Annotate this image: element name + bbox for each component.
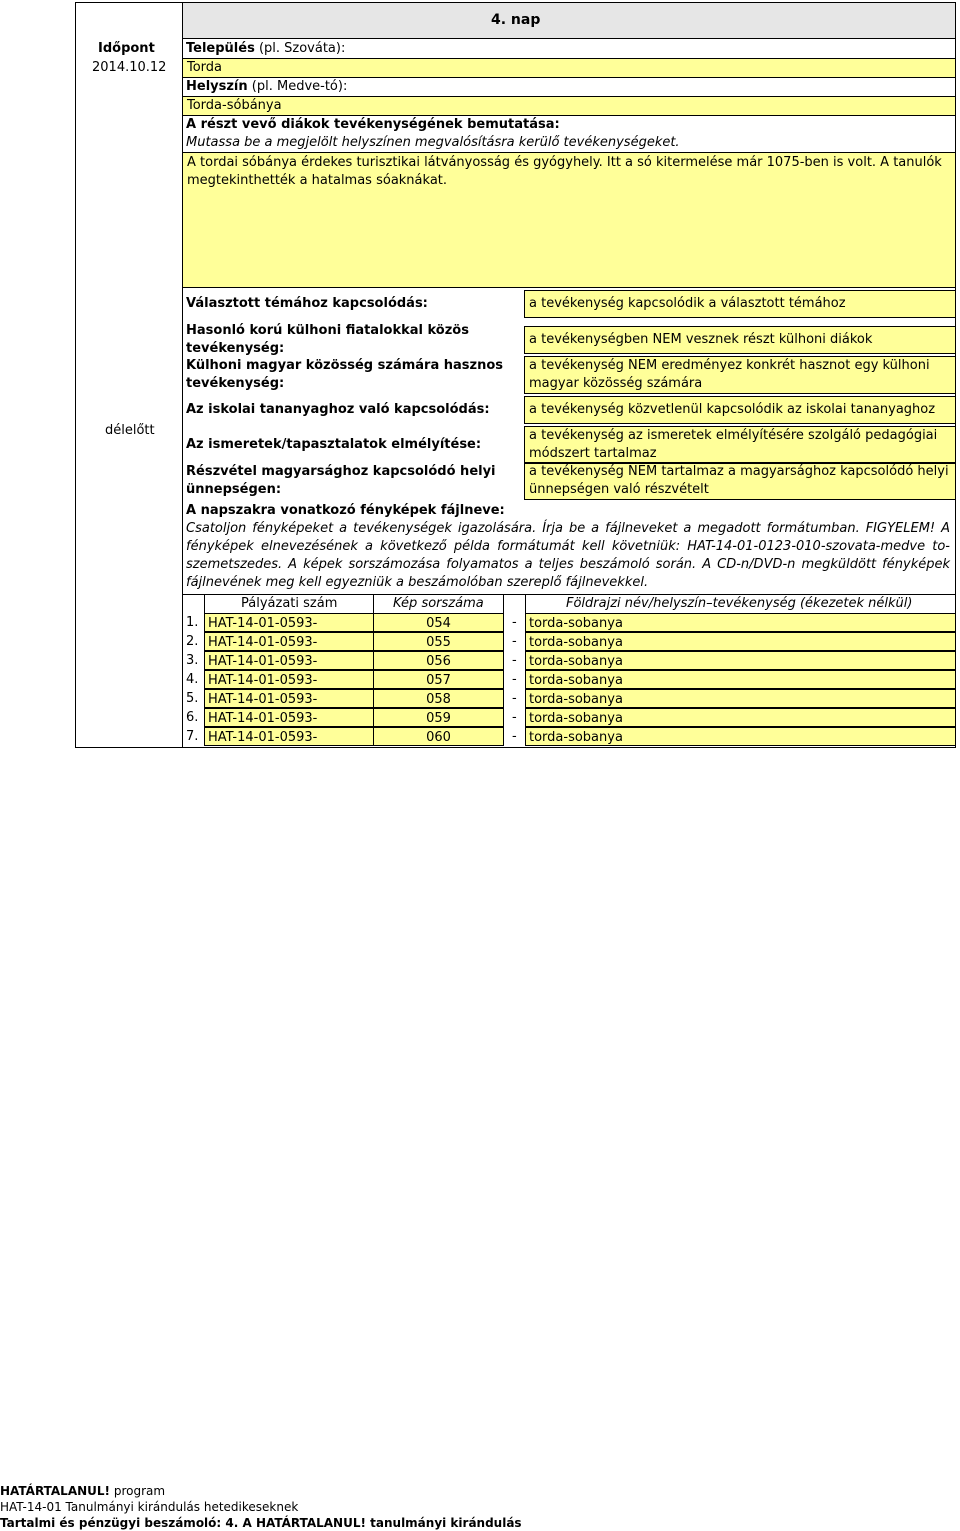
- photo-index: 3.: [186, 653, 199, 668]
- location-label: Helyszín (pl. Medve-tó):: [186, 79, 348, 94]
- activity-instruction: Mutassa be a megjelölt helyszínen megvalósításra kerülő tevékenységeket.: [186, 135, 680, 150]
- photo-index: 5.: [186, 691, 199, 706]
- photo-name[interactable]: torda-sobanya: [525, 689, 956, 708]
- photo-sep: -: [512, 710, 517, 725]
- activity-description: A tordai sóbánya érdekes turisztikai látványosság és gyógyhely. Itt a só kitermelése már 1075-ben is volt. A tanulók megtekinthették a hatalmas sóaknákat.: [187, 155, 942, 188]
- criteria-label-joint: Hasonló korú külhoni fiatalokkal közös tevékenység:: [186, 323, 469, 356]
- time-label: Időpont: [98, 41, 155, 56]
- photo-index: 7.: [186, 729, 199, 744]
- photos-header-divider: [525, 594, 526, 613]
- criteria-label-celebration: Részvétel magyarsághoz kapcsolódó helyi ünnepségen:: [186, 464, 496, 497]
- photos-header-divider: [373, 594, 374, 613]
- footer-program: HATÁRTALANUL! program: [0, 1484, 166, 1498]
- photo-code[interactable]: HAT-14-01-0593-: [204, 613, 374, 632]
- criteria-label-theme: Választott témához kapcsolódás:: [186, 296, 428, 311]
- photo-number[interactable]: 059: [373, 708, 504, 727]
- criteria-label-deepening: Az ismeretek/tapasztalatok elmélyítése:: [186, 437, 482, 452]
- criteria-label-useful: Külhoni magyar közösség számára hasznos tevékenység:: [186, 358, 503, 391]
- photo-number[interactable]: 054: [373, 613, 504, 632]
- photos-col-place: Földrajzi név/helyszín–tevékenység (ékezetek nélkül): [566, 596, 913, 611]
- period-value: délelőtt: [105, 423, 155, 438]
- photo-name[interactable]: torda-sobanya: [525, 632, 956, 651]
- photo-index: 4.: [186, 672, 199, 687]
- photo-sep: -: [512, 653, 517, 668]
- photos-title: A napszakra vonatkozó fényképek fájlneve:: [186, 503, 505, 518]
- photo-code[interactable]: HAT-14-01-0593-: [204, 651, 374, 670]
- day-header-bar: [182, 2, 956, 39]
- criteria-value-celebration: a tevékenység NEM tartalmaz a magyarsághoz kapcsolódó helyi ünnepségen való részvételt: [529, 464, 949, 497]
- criteria-value-deepening: a tevékenység az ismeretek elmélyítésére szolgáló pedagógiai módszert tartalmaz: [529, 428, 938, 461]
- criteria-value-theme: a tevékenység kapcsolódik a választott témához: [529, 296, 846, 311]
- photo-name[interactable]: torda-sobanya: [525, 708, 956, 727]
- location-field[interactable]: [182, 96, 956, 116]
- photo-sep: -: [512, 615, 517, 630]
- photo-code[interactable]: HAT-14-01-0593-: [204, 670, 374, 689]
- footer-line3: Tartalmi és pénzügyi beszámoló: 4. A HATÁRTALANUL! tanulmányi kirándulás: [0, 1516, 522, 1530]
- criteria-value-joint: a tevékenységben NEM vesznek részt külhoni diákok: [529, 332, 873, 347]
- settlement-value: Torda: [187, 60, 223, 75]
- photo-sep: -: [512, 691, 517, 706]
- photo-number[interactable]: 060: [373, 727, 504, 746]
- photo-name[interactable]: torda-sobanya: [525, 670, 956, 689]
- photos-instruction: Csatoljon fényképeket a tevékenységek igazolására. Írja be a fájlneveket a megadott formátumban. FIGYELEM! A fényképek elnevezésének a következő példa formátumát kell követniük: HAT-14-01-0123-010-szovata-medve to-szemetszedes. A képek sorszámozása folyamatos a teljes beszámoló során. A CD-n/DVD-n megküldött fényképek fájlnevének meg kell egyezniük a beszámolóban szereplő fájlnevekkel.: [186, 521, 950, 590]
- location-value: Torda-sóbánya: [187, 98, 282, 113]
- photo-name[interactable]: torda-sobanya: [525, 613, 956, 632]
- photo-code[interactable]: HAT-14-01-0593-: [204, 632, 374, 651]
- settlement-label: Település (pl. Szováta):: [186, 41, 346, 56]
- photo-sep: -: [512, 729, 517, 744]
- photo-name[interactable]: torda-sobanya: [525, 651, 956, 670]
- criteria-label-curriculum: Az iskolai tananyaghoz való kapcsolódás:: [186, 402, 490, 417]
- photo-number[interactable]: 055: [373, 632, 504, 651]
- photo-code[interactable]: HAT-14-01-0593-: [204, 708, 374, 727]
- photos-header-divider: [204, 594, 205, 613]
- photo-number[interactable]: 058: [373, 689, 504, 708]
- activity-title: A részt vevő diákok tevékenységének bemutatása:: [186, 117, 560, 132]
- photo-index: 1.: [186, 615, 199, 630]
- photo-index: 2.: [186, 634, 199, 649]
- criteria-value-useful: a tevékenység NEM eredményez konkrét hasznot egy külhoni magyar közösség számára: [529, 358, 930, 391]
- photo-number[interactable]: 057: [373, 670, 504, 689]
- photo-sep: -: [512, 634, 517, 649]
- photos-col-project: Pályázati szám: [241, 596, 338, 611]
- photos-header-divider: [503, 594, 504, 613]
- date-value: 2014.10.12: [92, 60, 167, 75]
- criteria-value-curriculum: a tevékenység közvetlenül kapcsolódik az iskolai tananyaghoz: [529, 402, 936, 417]
- settlement-field[interactable]: [182, 58, 956, 78]
- day-title: 4. nap: [491, 12, 541, 28]
- photos-header-divider: [182, 594, 956, 595]
- photo-index: 6.: [186, 710, 199, 725]
- photo-code[interactable]: HAT-14-01-0593-: [204, 689, 374, 708]
- photos-col-number: Kép sorszáma: [393, 596, 484, 611]
- photo-number[interactable]: 056: [373, 651, 504, 670]
- photo-code[interactable]: HAT-14-01-0593-: [204, 727, 374, 746]
- footer-line2: HAT-14-01 Tanulmányi kirándulás hetedikeseknek: [0, 1500, 299, 1514]
- left-column: [75, 2, 183, 748]
- photo-name[interactable]: torda-sobanya: [525, 727, 956, 746]
- photo-sep: -: [512, 672, 517, 687]
